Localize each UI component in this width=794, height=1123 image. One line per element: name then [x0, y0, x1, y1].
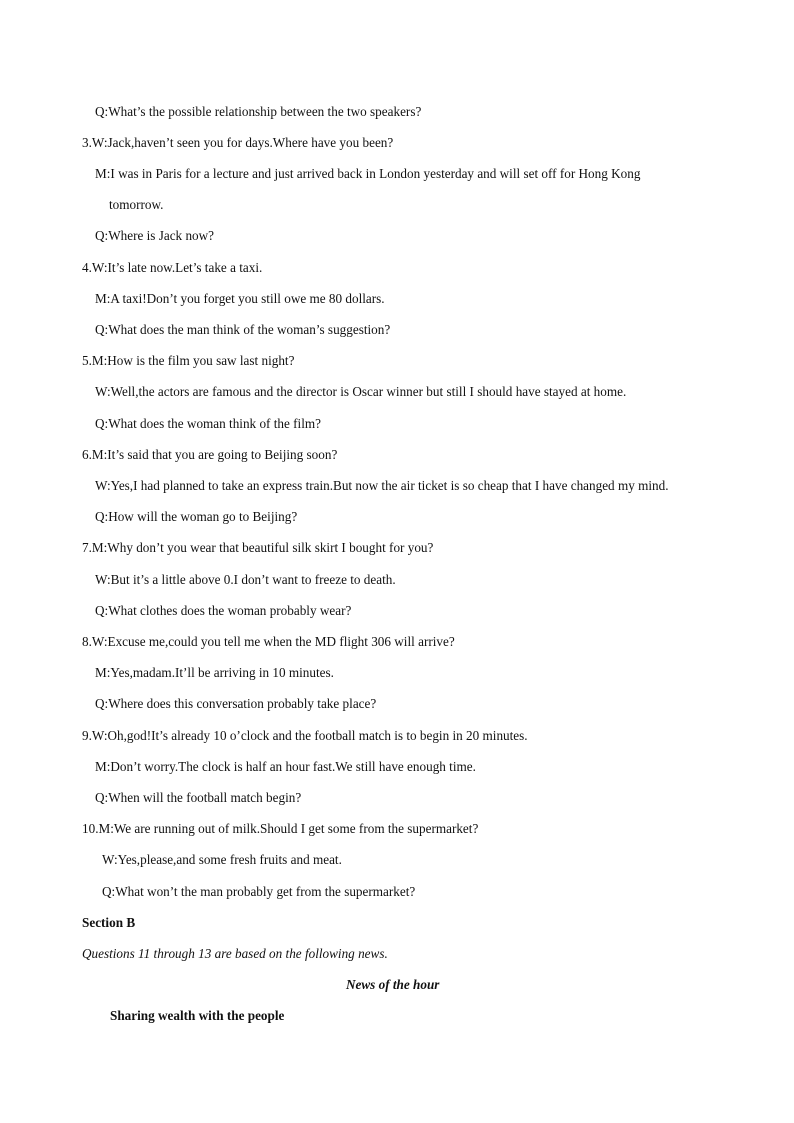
text-line: W:Yes,please,and some fresh fruits and meat.	[102, 852, 342, 867]
text-line: 7.M:Why don’t you wear that beautiful silk skirt I bought for you?	[82, 540, 434, 555]
text-line: M:Don’t worry.The clock is half an hour fast.We still have enough time.	[95, 759, 476, 774]
section-instruction: Questions 11 through 13 are based on the following news.	[82, 946, 388, 961]
news-subheading: Sharing wealth with the people	[110, 1008, 285, 1023]
text-line: Q:Where does this conversation probably take place?	[95, 696, 377, 711]
text-line: M:Yes,madam.It’ll be arriving in 10 minutes.	[95, 665, 334, 680]
text-line: 3.W:Jack,haven’t seen you for days.Where have you been?	[82, 135, 394, 150]
text-line: Q:How will the woman go to Beijing?	[95, 509, 298, 524]
text-line: W:Well,the actors are famous and the director is Oscar winner but still I should have stayed at home.	[95, 384, 627, 399]
text-line: tomorrow.	[109, 197, 164, 212]
text-line: Q:What clothes does the woman probably wear?	[95, 603, 352, 618]
text-line: Q:What won’t the man probably get from the supermarket?	[102, 884, 416, 899]
text-line: 8.W:Excuse me,could you tell me when the MD flight 306 will arrive?	[82, 634, 455, 649]
text-line: W:Yes,I had planned to take an express train.But now the air ticket is so cheap that I have changed my mind.	[95, 478, 669, 493]
news-title: News of the hour	[346, 977, 440, 992]
text-line: Q:Where is Jack now?	[95, 228, 215, 243]
text-line: 10.M:We are running out of milk.Should I get some from the supermarket?	[82, 821, 479, 836]
text-line: 4.W:It’s late now.Let’s take a taxi.	[82, 260, 263, 275]
text-line: M:A taxi!Don’t you forget you still owe me 80 dollars.	[95, 291, 385, 306]
text-line: Q:What’s the possible relationship between the two speakers?	[95, 104, 422, 119]
text-line: Q:What does the woman think of the film?	[95, 416, 321, 431]
text-line: 9.W:Oh,god!It’s already 10 o’clock and the football match is to begin in 20 minutes.	[82, 728, 528, 743]
text-line: Q:When will the football match begin?	[95, 790, 302, 805]
text-line: W:But it’s a little above 0.I don’t want to freeze to death.	[95, 572, 396, 587]
text-line: M:I was in Paris for a lecture and just arrived back in London yesterday and will set off for Hong Kong	[95, 166, 641, 181]
text-line: Q:What does the man think of the woman’s suggestion?	[95, 322, 391, 337]
section-heading: Section B	[82, 915, 136, 930]
text-line: 5.M:How is the film you saw last night?	[82, 353, 295, 368]
text-line: 6.M:It’s said that you are going to Beijing soon?	[82, 447, 338, 462]
